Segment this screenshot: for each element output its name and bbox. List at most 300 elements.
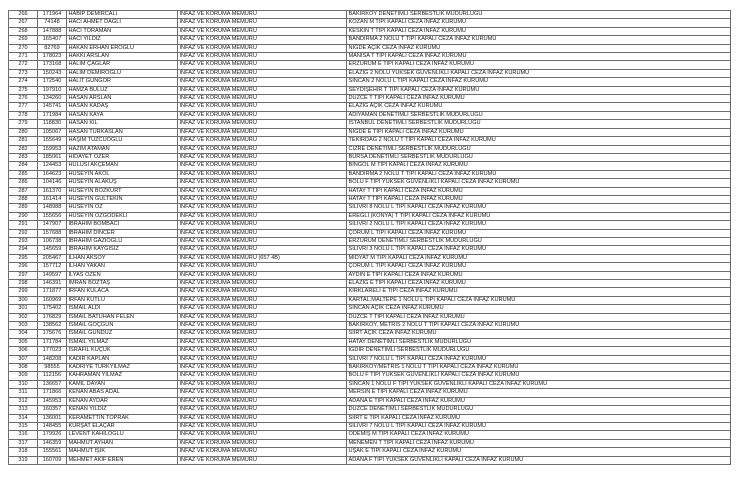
table-row — [9, 187, 731, 195]
row-number-cell: 319 — [9, 456, 38, 464]
registry-number-cell: 161414 — [38, 195, 67, 203]
full-name-cell: HAMZA BULUZ — [67, 86, 178, 94]
title-cell: İNFAZ VE KORUMA MEMURU — [178, 439, 347, 447]
registry-number-cell: 160969 — [38, 296, 67, 304]
title-cell: İNFAZ VE KORUMA MEMURU — [178, 237, 347, 245]
table-row — [9, 313, 731, 321]
title-cell: İNFAZ VE KORUMA MEMURU — [178, 263, 347, 271]
registry-number-cell: 160709 — [38, 456, 67, 464]
full-name-cell: İSMAİL ALDI — [67, 305, 178, 313]
table-row — [9, 61, 731, 69]
full-name-cell: HAZIM ATAMAN — [67, 145, 178, 153]
full-name-cell: HÜSEYİN ALAKUŞ — [67, 179, 178, 187]
table-row — [9, 179, 731, 187]
row-number-cell: 277 — [9, 103, 38, 111]
full-name-cell: İBRAHİM DİNCER — [67, 229, 178, 237]
row-number-cell: 280 — [9, 128, 38, 136]
title-cell: İNFAZ VE KORUMA MEMURU — [178, 153, 347, 161]
registry-number-cell: 165407 — [38, 36, 67, 44]
registry-number-cell: 171784 — [38, 338, 67, 346]
title-cell: İNFAZ VE KORUMA MEMURU — [178, 78, 347, 86]
registry-number-cell: 197910 — [38, 86, 67, 94]
row-number-cell: 312 — [9, 397, 38, 405]
table-row — [9, 288, 731, 296]
full-name-cell: HACI YILDIZ — [67, 36, 178, 44]
row-number-cell: 273 — [9, 69, 38, 77]
full-name-cell: HÜSEYİN ÖZGÖDEKLİ — [67, 212, 178, 220]
table-row — [9, 212, 731, 220]
row-number-cell: 315 — [9, 422, 38, 430]
institution-cell: BOLU F TİPİ YÜKSEK GÜVENLİKLİ KAPALI CEZA İNFAZ KURUMU — [347, 179, 731, 187]
table-row — [9, 406, 731, 414]
title-cell: İNFAZ VE KORUMA MEMURU — [178, 246, 347, 254]
title-cell: İNFAZ VE KORUMA MEMURU — [178, 280, 347, 288]
registry-number-cell: 145659 — [38, 246, 67, 254]
row-number-cell: 269 — [9, 36, 38, 44]
table-row — [9, 36, 731, 44]
title-cell: İNFAZ VE KORUMA MEMURU — [178, 120, 347, 128]
title-cell: İNFAZ VE KORUMA MEMURU — [178, 27, 347, 35]
full-name-cell: HASAN TÜRKASLAN — [67, 128, 178, 136]
table-row — [9, 221, 731, 229]
table-row — [9, 44, 731, 52]
registry-number-cell: 136657 — [38, 380, 67, 388]
registry-number-cell: 147907 — [38, 221, 67, 229]
institution-cell: SEYDİŞEHİR T TİPİ KAPALI CEZA İNFAZ KURUMU — [347, 86, 731, 94]
full-name-cell: HAKAN ERHAN EROĞLU — [67, 44, 178, 52]
full-name-cell: İBRAHİM KAYGISIZ — [67, 246, 178, 254]
row-number-cell: 298 — [9, 280, 38, 288]
table-row — [9, 280, 731, 288]
table-row — [9, 237, 731, 245]
registry-number-cell: 160357 — [38, 406, 67, 414]
table-row — [9, 195, 731, 203]
full-name-cell: İRFAN KUTLU — [67, 296, 178, 304]
institution-cell: BANDIRMA 2 NOLU T TİPİ KAPALI CEZA İNFAZ KURUMU — [347, 36, 731, 44]
title-cell: İNFAZ VE KORUMA MEMURU — [178, 61, 347, 69]
institution-cell: SİLİVRİ 2 NOLU L TİPİ KAPALI CEZA İNFAZ KURUMU — [347, 221, 731, 229]
title-cell: İNFAZ VE KORUMA MEMURU — [178, 355, 347, 363]
title-cell: İNFAZ VE KORUMA MEMURU — [178, 448, 347, 456]
registry-number-cell: 164623 — [38, 170, 67, 178]
registry-number-cell: 145741 — [38, 103, 67, 111]
full-name-cell: HÜSEYİN AKOL — [67, 170, 178, 178]
registry-number-cell: 175676 — [38, 330, 67, 338]
registry-number-cell: 177023 — [38, 347, 67, 355]
title-cell: İNFAZ VE KORUMA MEMURU — [178, 397, 347, 405]
full-name-cell: HABİP DEMİRCALI — [67, 11, 178, 19]
full-name-cell: HACI AHMET DAĞLI — [67, 19, 178, 27]
institution-cell: AYDIN E TİPİ KAPALI CEZA İNFAZ KURUMU — [347, 271, 731, 279]
table-row — [9, 229, 731, 237]
registry-number-cell: 148455 — [38, 422, 67, 430]
row-number-cell: 310 — [9, 380, 38, 388]
row-number-cell: 286 — [9, 179, 38, 187]
row-number-cell: 305 — [9, 338, 38, 346]
table-row — [9, 422, 731, 430]
institution-cell: HATAY T TİPİ KAPALI CEZA İNFAZ KURUMU — [347, 187, 731, 195]
registry-number-cell: 155649 — [38, 137, 67, 145]
title-cell: İNFAZ VE KORUMA MEMURU (657 4B) — [178, 254, 347, 262]
title-cell: İNFAZ VE KORUMA MEMURU — [178, 128, 347, 136]
registry-number-cell: 150243 — [38, 69, 67, 77]
table-row — [9, 246, 731, 254]
registry-number-cell: 171877 — [38, 288, 67, 296]
full-name-cell: KAHRAMAN YILMAZ — [67, 372, 178, 380]
registry-number-cell: 145953 — [38, 397, 67, 405]
institution-cell: SİLİVRİ 3 NOLU L TİPİ KAPALI CEZA İNFAZ KURUMU — [347, 246, 731, 254]
registry-number-cell: 147888 — [38, 27, 67, 35]
title-cell: İNFAZ VE KORUMA MEMURU — [178, 322, 347, 330]
title-cell: İNFAZ VE KORUMA MEMURU — [178, 271, 347, 279]
registry-number-cell: 205467 — [38, 254, 67, 262]
title-cell: İNFAZ VE KORUMA MEMURU — [178, 313, 347, 321]
registry-number-cell: 98555 — [38, 364, 67, 372]
title-cell: İNFAZ VE KORUMA MEMURU — [178, 338, 347, 346]
row-number-cell: 291 — [9, 221, 38, 229]
full-name-cell: KENAN ABAS ADAL — [67, 389, 178, 397]
registry-number-cell: 82769 — [38, 44, 67, 52]
full-name-cell: İSMAİL YILMAZ — [67, 338, 178, 346]
title-cell: İNFAZ VE KORUMA MEMURU — [178, 288, 347, 296]
table-row — [9, 397, 731, 405]
table-row — [9, 137, 731, 145]
institution-cell: SİİRT AÇIK CEZA İNFAZ KURUMU — [347, 330, 731, 338]
title-cell: İNFAZ VE KORUMA MEMURU — [178, 44, 347, 52]
registry-number-cell: 172540 — [38, 78, 67, 86]
table-row — [9, 145, 731, 153]
full-name-cell: HASAN KIL — [67, 120, 178, 128]
institution-cell: ÖDEMİŞ M TİPİ KAPALI CEZA İNFAZ KURUMU — [347, 431, 731, 439]
full-name-cell: İBRAHİM BOMBACI — [67, 221, 178, 229]
registry-number-cell: 155656 — [38, 212, 67, 220]
table-row — [9, 439, 731, 447]
title-cell: İNFAZ VE KORUMA MEMURU — [178, 170, 347, 178]
institution-cell: SİNCAN AÇIK CEZA İNFAZ KURUMU — [347, 305, 731, 313]
table-row — [9, 364, 731, 372]
row-number-cell: 287 — [9, 187, 38, 195]
title-cell: İNFAZ VE KORUMA MEMURU — [178, 187, 347, 195]
registry-number-cell: 138562 — [38, 322, 67, 330]
title-cell: İNFAZ VE KORUMA MEMURU — [178, 305, 347, 313]
table-row — [9, 27, 731, 35]
registry-number-cell: 148988 — [38, 204, 67, 212]
table-row — [9, 11, 731, 19]
full-name-cell: HACI TORAMAN — [67, 27, 178, 35]
row-number-cell: 302 — [9, 313, 38, 321]
full-name-cell: İLHAN AKSOY — [67, 254, 178, 262]
institution-cell: ELAZIĞ AÇIK CEZA İNFAZ KURUMU — [347, 103, 731, 111]
row-number-cell: 314 — [9, 414, 38, 422]
title-cell: İNFAZ VE KORUMA MEMURU — [178, 145, 347, 153]
title-cell: İNFAZ VE KORUMA MEMURU — [178, 11, 347, 19]
table-row — [9, 69, 731, 77]
row-number-cell: 268 — [9, 27, 38, 35]
row-number-cell: 299 — [9, 288, 38, 296]
table-row — [9, 338, 731, 346]
institution-cell: BAKIRKÖY/METRİS 1 NOLU T TİPİ KAPALI CEZA İNFAZ KURUMU — [347, 364, 731, 372]
full-name-cell: İBRAHİM GAZİOĞLU — [67, 237, 178, 245]
table-row — [9, 431, 731, 439]
table-row — [9, 330, 731, 338]
row-number-cell: 284 — [9, 162, 38, 170]
full-name-cell: HULUSİ AKÇEMAN — [67, 162, 178, 170]
institution-cell: SİNCAN 1 NOLU F TİPİ YÜKSEK GÜVENLİKLİ KAPALI CEZA İNFAZ KURUMU — [347, 380, 731, 388]
full-name-cell: KENAN YILDIZ — [67, 406, 178, 414]
registry-number-cell: 185061 — [38, 153, 67, 161]
full-name-cell: MAHMUT AYHAN — [67, 439, 178, 447]
table-row — [9, 271, 731, 279]
full-name-cell: İSMAİL GÖÇGÜN — [67, 322, 178, 330]
registry-number-cell: 176829 — [38, 313, 67, 321]
institution-cell: KOZAN M TİPİ KAPALI CEZA İNFAZ KURUMU — [347, 19, 731, 27]
table-row — [9, 95, 731, 103]
table-row — [9, 78, 731, 86]
row-number-cell: 317 — [9, 439, 38, 447]
registry-number-cell: 146391 — [38, 280, 67, 288]
registry-number-cell: 74148 — [38, 19, 67, 27]
title-cell: İNFAZ VE KORUMA MEMURU — [178, 137, 347, 145]
row-number-cell: 271 — [9, 53, 38, 61]
title-cell: İNFAZ VE KORUMA MEMURU — [178, 179, 347, 187]
institution-cell: ERZURUM DENETİMLİ SERBESTLİK MÜDÜRLÜĞÜ — [347, 237, 731, 245]
table-body — [9, 11, 731, 465]
title-cell: İNFAZ VE KORUMA MEMURU — [178, 103, 347, 111]
title-cell: İNFAZ VE KORUMA MEMURU — [178, 364, 347, 372]
institution-cell: HATAY T TİPİ KAPALI CEZA İNFAZ KURUMU — [347, 195, 731, 203]
title-cell: İNFAZ VE KORUMA MEMURU — [178, 330, 347, 338]
registry-number-cell: 171964 — [38, 11, 67, 19]
title-cell: İNFAZ VE KORUMA MEMURU — [178, 212, 347, 220]
title-cell: İNFAZ VE KORUMA MEMURU — [178, 36, 347, 44]
table-row — [9, 380, 731, 388]
row-number-cell: 318 — [9, 448, 38, 456]
institution-cell: KIRKLARELİ E TİPİ CEZA İNFAZ KURUMU — [347, 288, 731, 296]
institution-cell: DÜZCE DENETİMLİ SERBESTLİK MÜDÜRLÜĞÜ — [347, 406, 731, 414]
institution-cell: SİİRT E TİPİ KAPALI CEZA İNFAZ KURUMU — [347, 414, 731, 422]
row-number-cell: 297 — [9, 271, 38, 279]
institution-cell: CİZRE DENETİMLİ SERBESTLİK MÜDÜRLÜĞÜ — [347, 145, 731, 153]
full-name-cell: HASAN ARSLAN — [67, 95, 178, 103]
full-name-cell: KAMİL DAYAN — [67, 380, 178, 388]
full-name-cell: HALİM DEMİROĞLU — [67, 69, 178, 77]
table-row — [9, 153, 731, 161]
registry-number-cell: 106738 — [38, 237, 67, 245]
row-number-cell: 283 — [9, 153, 38, 161]
row-number-cell: 281 — [9, 137, 38, 145]
full-name-cell: İSMAİL BATUHAN FELEN — [67, 313, 178, 321]
institution-cell: SİNCAN 2 NOLU L TİPİ KAPALI CEZA İNFAZ KURUMU — [347, 78, 731, 86]
row-number-cell: 300 — [9, 296, 38, 304]
table-row — [9, 170, 731, 178]
row-number-cell: 296 — [9, 263, 38, 271]
row-number-cell: 275 — [9, 86, 38, 94]
title-cell: İNFAZ VE KORUMA MEMURU — [178, 380, 347, 388]
full-name-cell: İMRAN BOZTAŞ — [67, 280, 178, 288]
title-cell: İNFAZ VE KORUMA MEMURU — [178, 111, 347, 119]
institution-cell: ADANA F TİPİ YÜKSEK GÜVENLİKLİ KAPALI CEZA İNFAZ KURUMU — [347, 456, 731, 464]
row-number-cell: 285 — [9, 170, 38, 178]
full-name-cell: HÜSEYİN ÖZ — [67, 204, 178, 212]
full-name-cell: HALİT GÜNGÖR — [67, 78, 178, 86]
table-row — [9, 389, 731, 397]
table-row — [9, 296, 731, 304]
full-name-cell: HASAN KADAŞ — [67, 103, 178, 111]
full-name-cell: İLHAN YAKAN — [67, 263, 178, 271]
table-row — [9, 254, 731, 262]
title-cell: İNFAZ VE KORUMA MEMURU — [178, 296, 347, 304]
registry-number-cell: 105067 — [38, 128, 67, 136]
full-name-cell: İLYAS ÖZEN — [67, 271, 178, 279]
institution-cell: ÇORUM L TİPİ KAPALI CEZA İNFAZ KURUMU — [347, 263, 731, 271]
row-number-cell: 311 — [9, 389, 38, 397]
row-number-cell: 295 — [9, 254, 38, 262]
institution-cell: ADANA E TİPİ KAPALI CEZA İNFAZ KURUMU — [347, 397, 731, 405]
title-cell: İNFAZ VE KORUMA MEMURU — [178, 162, 347, 170]
registry-number-cell: 173168 — [38, 61, 67, 69]
title-cell: İNFAZ VE KORUMA MEMURU — [178, 414, 347, 422]
full-name-cell: KADİR KAPLAN — [67, 355, 178, 363]
institution-cell: MERSİN E TİPİ KAPALI CEZA İNFAZ KURUMU — [347, 389, 731, 397]
institution-cell: SİLİVRİ 7 NOLU L TİPİ KAPALI CEZA İNFAZ KURUMU — [347, 355, 731, 363]
registry-number-cell: 157712 — [38, 263, 67, 271]
institution-cell: BOLU F TİPİ YÜKSEK GÜVENLİKLİ KAPALI CEZA İNFAZ KURUMU — [347, 372, 731, 380]
institution-cell: ELAZIĞ E TİPİ KAPALI CEZA İNFAZ KURUMU — [347, 280, 731, 288]
full-name-cell: KÜRŞAT ELAÇAR — [67, 422, 178, 430]
table-row — [9, 86, 731, 94]
registry-number-cell: 149597 — [38, 271, 67, 279]
institution-cell: ERZURUM E TİPİ KAPALI CEZA İNFAZ KURUMU — [347, 61, 731, 69]
row-number-cell: 303 — [9, 322, 38, 330]
full-name-cell: KERAMETTİN TOPRAK — [67, 414, 178, 422]
title-cell: İNFAZ VE KORUMA MEMURU — [178, 431, 347, 439]
row-number-cell: 272 — [9, 61, 38, 69]
row-number-cell: 309 — [9, 372, 38, 380]
full-name-cell: KADRİYE TÜRKYILMAZ — [67, 364, 178, 372]
institution-cell: SİLİVRİ 7 NOLU L TİPİ KAPALI CEZA İNFAZ KURUMU — [347, 422, 731, 430]
institution-cell: ADIYAMAN DENETİMLİ SERBESTLİK MÜDÜRLÜĞÜ — [347, 111, 731, 119]
row-number-cell: 267 — [9, 19, 38, 27]
full-name-cell: İRFAN KULACA — [67, 288, 178, 296]
full-name-cell: HASAN KAYA — [67, 111, 178, 119]
registry-number-cell: 155561 — [38, 448, 67, 456]
title-cell: İNFAZ VE KORUMA MEMURU — [178, 86, 347, 94]
institution-cell: NİĞDE E TİPİ KAPALI CEZA İNFAZ KURUMU — [347, 128, 731, 136]
full-name-cell: HÜSEYİN BOZKURT — [67, 187, 178, 195]
registry-number-cell: 159953 — [38, 145, 67, 153]
institution-cell: BİNGÖL M TİPİ KAPALI CEZA İNFAZ KURUMU — [347, 162, 731, 170]
institution-cell: MENEMEN T TİPİ KAPALI CEZA İNFAZ KURUMU — [347, 439, 731, 447]
registry-number-cell: 171984 — [38, 111, 67, 119]
title-cell: İNFAZ VE KORUMA MEMURU — [178, 229, 347, 237]
institution-cell: MANİSA T TİPİ KAPALI CEZA İNFAZ KURUMU — [347, 53, 731, 61]
institution-cell: IĞDIR DENETİMLİ SERBESTLİK MÜDÜRLÜĞÜ — [347, 347, 731, 355]
institution-cell: BANDIRMA 2 NOLU T TİPİ KAPALI CEZA İNFAZ KURUMU — [347, 170, 731, 178]
table-row — [9, 456, 731, 464]
row-number-cell: 292 — [9, 229, 38, 237]
table-row — [9, 19, 731, 27]
institution-cell: ÇORUM L TİPİ KAPALI CEZA İNFAZ KURUMU — [347, 229, 731, 237]
row-number-cell: 294 — [9, 246, 38, 254]
institution-cell: BURSA DENETİMLİ SERBESTLİK MÜDÜRLÜĞÜ — [347, 153, 731, 161]
row-number-cell: 307 — [9, 355, 38, 363]
row-number-cell: 313 — [9, 406, 38, 414]
registry-number-cell: 146359 — [38, 439, 67, 447]
full-name-cell: HALİM ÇAĞLAR — [67, 61, 178, 69]
row-number-cell: 304 — [9, 330, 38, 338]
row-number-cell: 308 — [9, 364, 38, 372]
table-row — [9, 162, 731, 170]
institution-cell: SİLİVRİ 8 NOLU L TİPİ KAPALI CEZA İNFAZ KURUMU — [347, 204, 731, 212]
full-name-cell: HÜSEYİN GÜLTEKİN — [67, 195, 178, 203]
institution-cell: EREĞLİ (KONYA) T TİPİ KAPALI CEZA İNFAZ KURUMU — [347, 212, 731, 220]
registry-number-cell: 161370 — [38, 187, 67, 195]
row-number-cell: 282 — [9, 145, 38, 153]
table-row — [9, 103, 731, 111]
institution-cell: KARTAL,MALTEPE 1 NOLU L TİPİ KAPALI CEZA İNFAZ KURUMU — [347, 296, 731, 304]
registry-number-cell: 124453 — [38, 162, 67, 170]
institution-cell: İSTANBUL DENETİMLİ SERBESTLİK MÜDÜRLÜĞÜ — [347, 120, 731, 128]
table-row — [9, 347, 731, 355]
row-number-cell: 290 — [9, 212, 38, 220]
title-cell: İNFAZ VE KORUMA MEMURU — [178, 195, 347, 203]
registry-number-cell: 171866 — [38, 389, 67, 397]
institution-cell: MİDYAT M TİPİ KAPALI CEZA İNFAZ KURUMU — [347, 254, 731, 262]
table-row — [9, 355, 731, 363]
title-cell: İNFAZ VE KORUMA MEMURU — [178, 69, 347, 77]
title-cell: İNFAZ VE KORUMA MEMURU — [178, 389, 347, 397]
table-row — [9, 53, 731, 61]
institution-cell: DÜZCE T TİPİ KAPALI CEZA İNFAZ KURUMU — [347, 313, 731, 321]
institution-cell: NİĞDE AÇIK CEZA İNFAZ KURUMU — [347, 44, 731, 52]
registry-number-cell: 118830 — [38, 120, 67, 128]
personnel-list-table — [8, 10, 731, 465]
registry-number-cell: 136001 — [38, 414, 67, 422]
full-name-cell: HAŞİM TUZCUOĞLU — [67, 137, 178, 145]
registry-number-cell: 179926 — [38, 431, 67, 439]
institution-cell: DÜZCE T TİPİ KAPALI CEZA İNFAZ KURUMU — [347, 95, 731, 103]
title-cell: İNFAZ VE KORUMA MEMURU — [178, 204, 347, 212]
institution-cell: TEKİRDAĞ 2 NOLU T TİPİ KAPALI CEZA İNFAZ KURUMU — [347, 137, 731, 145]
row-number-cell: 279 — [9, 120, 38, 128]
full-name-cell: MAHMUT IŞIK — [67, 448, 178, 456]
institution-cell: BAKIRKÖY DENETİMLİ SERBESTLİK MÜDÜRLÜĞÜ — [347, 11, 731, 19]
full-name-cell: LEVENT KAHİLOĞLU — [67, 431, 178, 439]
title-cell: İNFAZ VE KORUMA MEMURU — [178, 53, 347, 61]
title-cell: İNFAZ VE KORUMA MEMURU — [178, 422, 347, 430]
registry-number-cell: 112156 — [38, 372, 67, 380]
table-row — [9, 448, 731, 456]
row-number-cell: 288 — [9, 195, 38, 203]
row-number-cell: 266 — [9, 11, 38, 19]
institution-cell: KESKİN T TİPİ KAPALI CEZA İNFAZ KURUMU — [347, 27, 731, 35]
institution-cell: BAKIRKÖY, METRİS 2 NOLU T TİPİ KAPALI CEZA İNFAZ KURUMU — [347, 322, 731, 330]
full-name-cell: HAKKI ARSLAN — [67, 53, 178, 61]
title-cell: İNFAZ VE KORUMA MEMURU — [178, 221, 347, 229]
row-number-cell: 270 — [9, 44, 38, 52]
registry-number-cell: 178023 — [38, 53, 67, 61]
title-cell: İNFAZ VE KORUMA MEMURU — [178, 19, 347, 27]
institution-cell: HATAY DENETİMLİ SERBESTLİK MÜDÜRLÜĞÜ — [347, 338, 731, 346]
full-name-cell: HİDAYET ÖZER — [67, 153, 178, 161]
table-row — [9, 263, 731, 271]
title-cell: İNFAZ VE KORUMA MEMURU — [178, 372, 347, 380]
table-row — [9, 204, 731, 212]
registry-number-cell: 157688 — [38, 229, 67, 237]
title-cell: İNFAZ VE KORUMA MEMURU — [178, 347, 347, 355]
row-number-cell: 316 — [9, 431, 38, 439]
institution-cell: ELAZIĞ 2 NOLU YÜKSEK GÜVENLİKLİ KAPALI CEZA İNFAZ KURUMU — [347, 69, 731, 77]
